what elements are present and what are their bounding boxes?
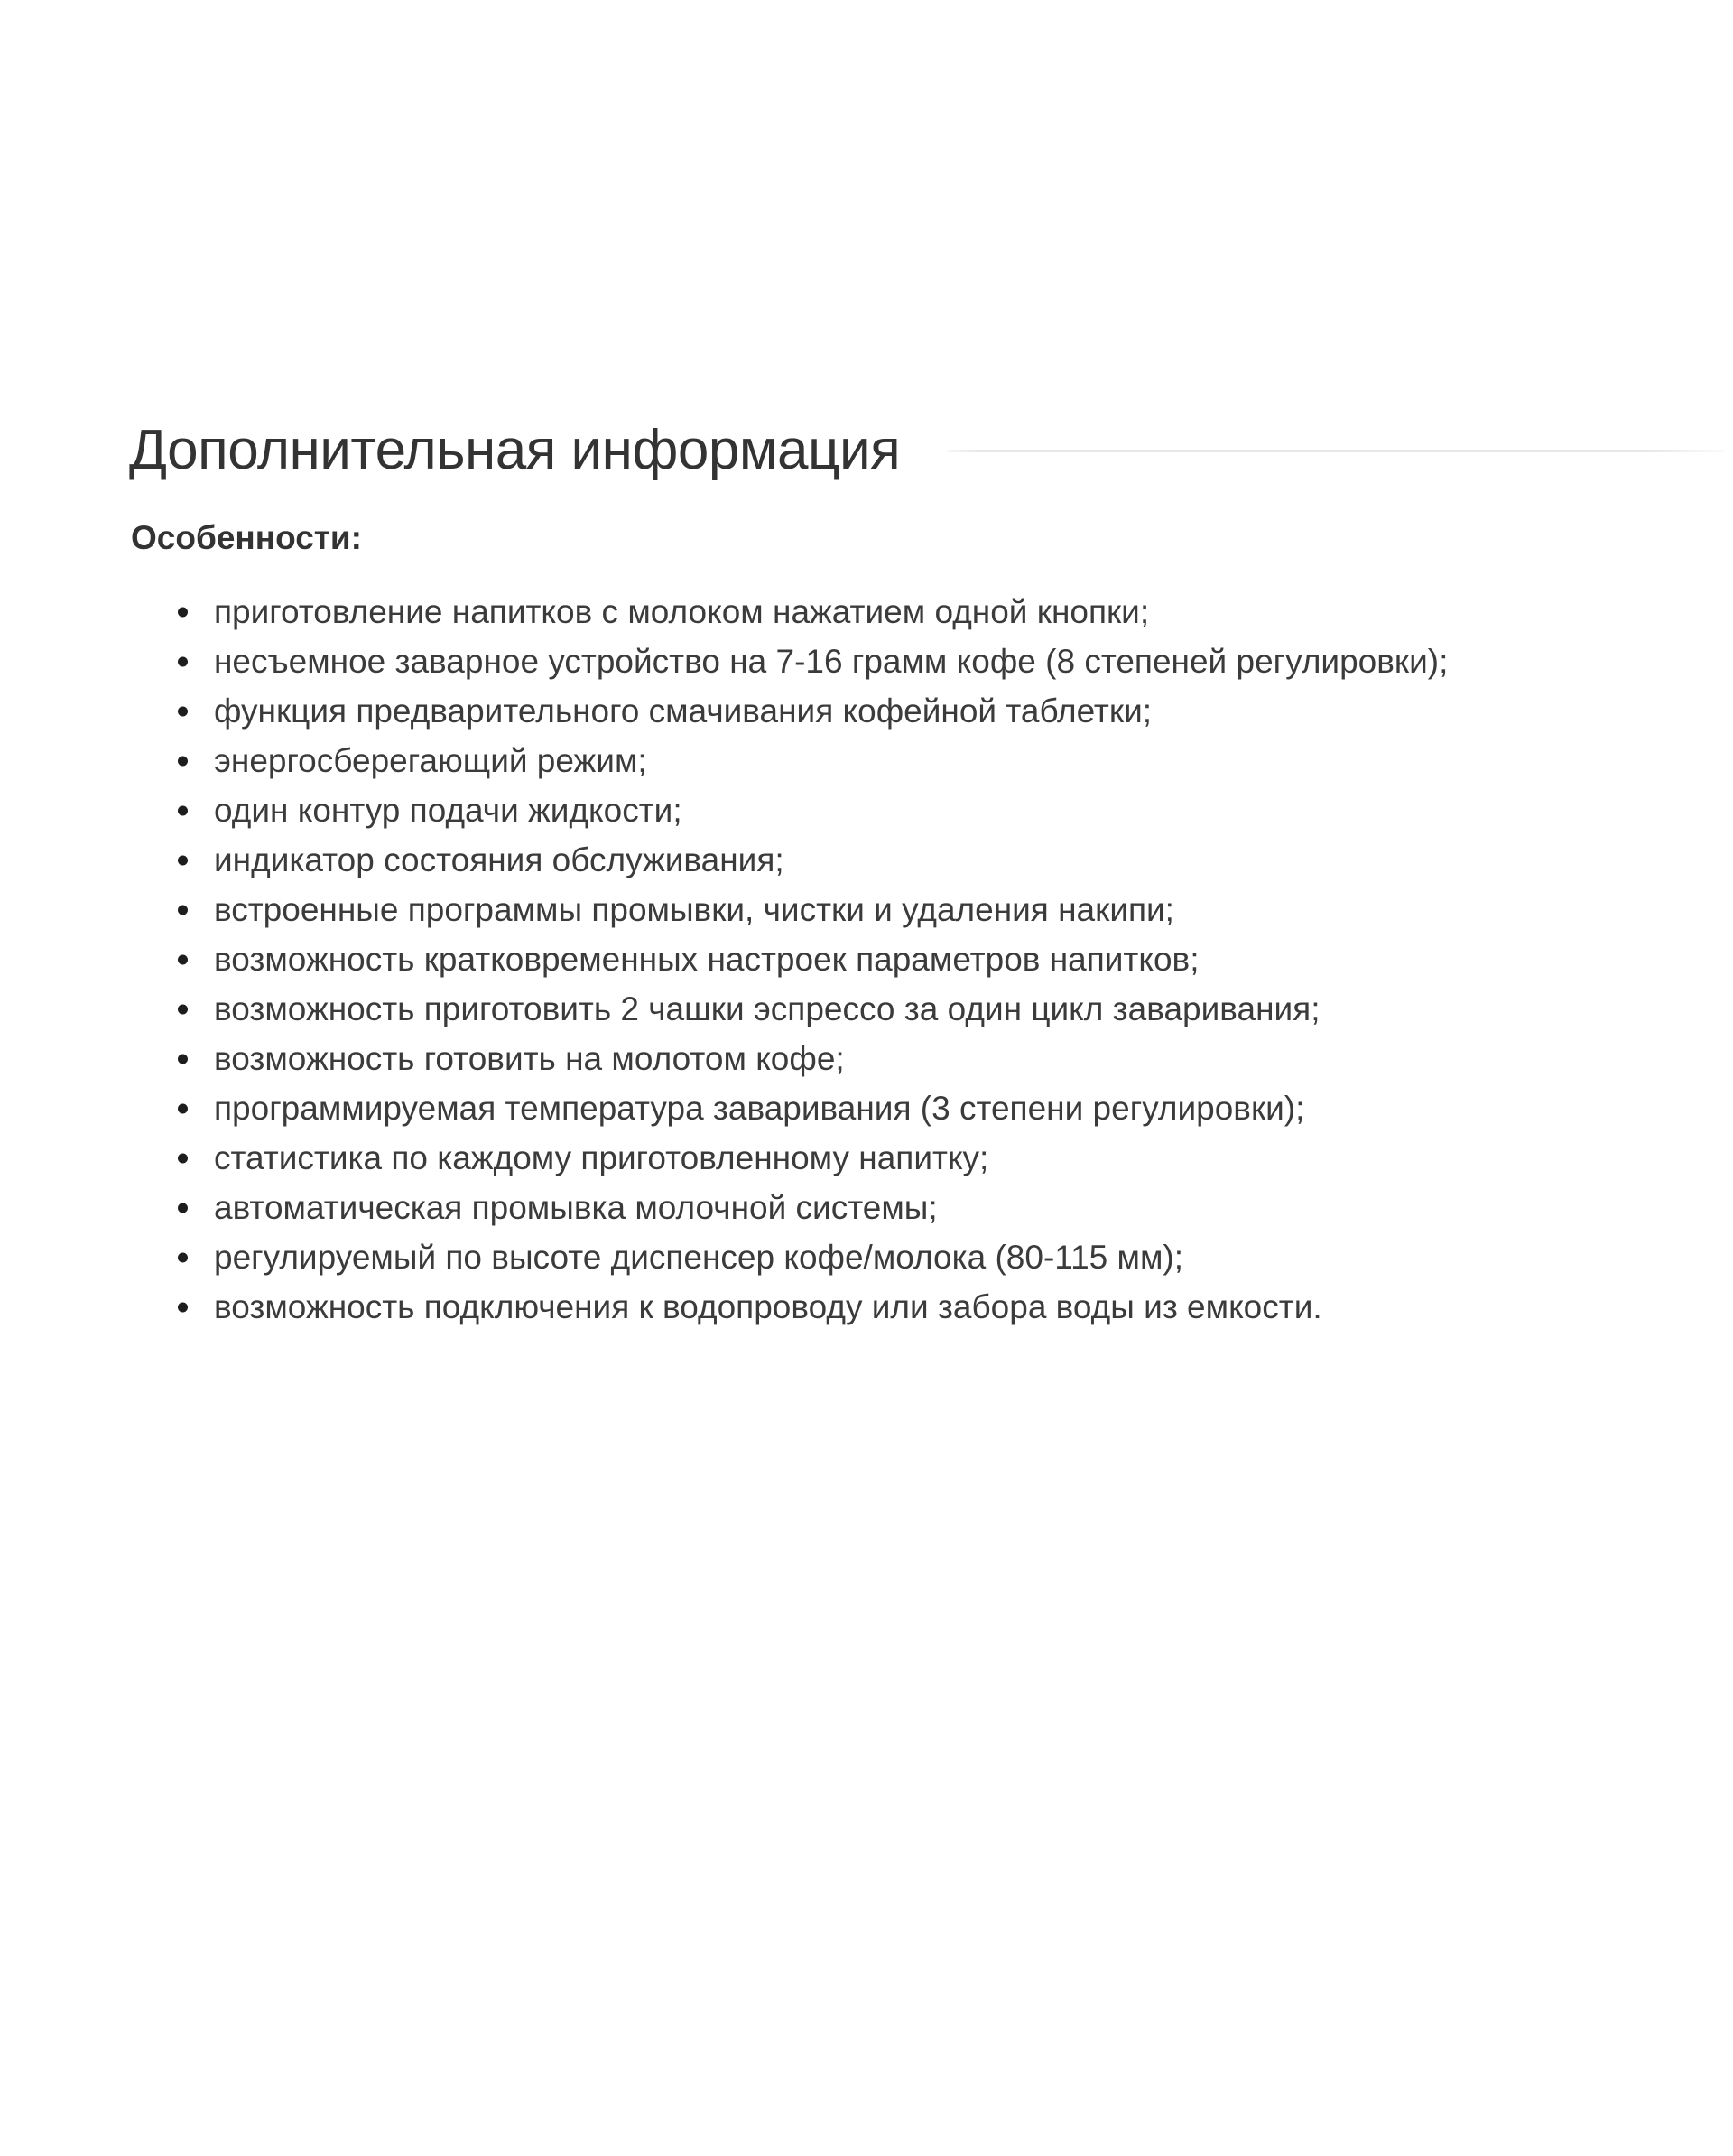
features-heading: Особенности: — [131, 519, 362, 556]
list-item — [129, 835, 1733, 885]
bullet-icon — [178, 855, 188, 865]
list-item — [129, 1034, 1733, 1083]
section-heading-row — [129, 419, 1733, 481]
list-item — [129, 686, 1733, 736]
bullet-icon — [178, 805, 188, 815]
list-item-text: автоматическая промывка молочной системы; — [214, 1189, 938, 1226]
section-title: Дополнительная информация — [129, 419, 901, 481]
list-item-text: программируемая температура заваривания (3 степени регулировки); — [214, 1090, 1305, 1127]
bullet-icon — [178, 905, 188, 915]
list-item-text: встроенные программы промывки, чистки и удаления накипи; — [214, 891, 1174, 928]
bullet-icon — [178, 954, 188, 964]
bullet-icon — [178, 756, 188, 766]
additional-info-section — [0, 419, 1733, 1332]
list-item-text: возможность приготовить 2 чашки эспрессо за один цикл заваривания; — [214, 990, 1321, 1027]
list-item-text: возможность готовить на молотом кофе; — [214, 1040, 845, 1077]
list-item-text: функция предварительного смачивания кофейной таблетки; — [214, 692, 1153, 730]
bullet-icon — [178, 1252, 188, 1262]
list-item — [129, 736, 1733, 785]
list-item-text: возможность подключения к водопроводу или забора воды из емкости. — [214, 1288, 1322, 1325]
list-item-text: индикатор состояния обслуживания; — [214, 841, 784, 878]
list-item-text: статистика по каждому приготовленному напитку; — [214, 1139, 989, 1176]
list-item — [129, 1133, 1733, 1183]
list-item-text: один контур подачи жидкости; — [214, 792, 682, 829]
list-item — [129, 1083, 1733, 1133]
bullet-icon — [178, 656, 188, 666]
list-item — [129, 637, 1733, 686]
list-item — [129, 934, 1733, 984]
list-item — [129, 984, 1733, 1034]
list-item — [129, 1232, 1733, 1282]
list-item — [129, 1282, 1733, 1332]
bullet-icon — [178, 1302, 188, 1312]
bullet-icon — [178, 706, 188, 716]
bullet-icon — [178, 607, 188, 617]
list-item — [129, 885, 1733, 934]
list-item-text: приготовление напитков с молоком нажатием одной кнопки; — [214, 593, 1150, 630]
bullet-icon — [178, 1153, 188, 1163]
bullet-icon — [178, 1103, 188, 1113]
heading-divider-line — [948, 450, 1726, 452]
list-item — [129, 785, 1733, 835]
features-list — [129, 587, 1733, 1332]
list-item-text: энергосберегающий режим; — [214, 742, 647, 779]
bullet-icon — [178, 1203, 188, 1213]
list-item-text: регулируемый по высоте диспенсер кофе/молока (80-115 мм); — [214, 1239, 1184, 1276]
list-item-text: несъемное заварное устройство на 7-16 грамм кофе (8 степеней регулировки); — [214, 643, 1449, 680]
bullet-icon — [178, 1004, 188, 1014]
list-item-text: возможность кратковременных настроек параметров напитков; — [214, 941, 1200, 978]
bullet-icon — [178, 1054, 188, 1064]
list-item — [129, 1183, 1733, 1232]
list-item — [129, 587, 1733, 637]
